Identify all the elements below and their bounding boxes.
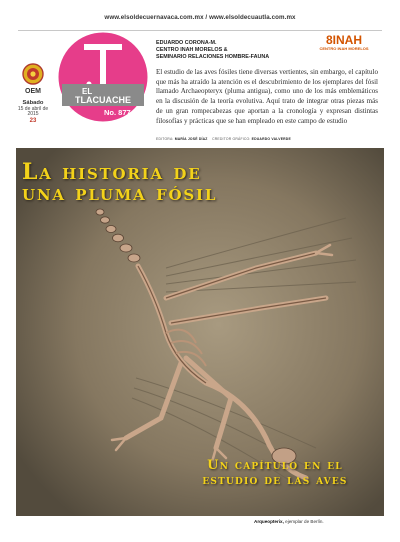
oem-seal-icon [22,63,44,85]
date-day: Sábado [22,100,44,106]
hero-subheadline [172,458,378,488]
author-credits [156,40,269,61]
header-urls: www.elsoldecuernavaca.com.mx / www.elsoldecuautla.com.mx [104,14,296,21]
credit-line-1: EDUARDO CORONA-M. [156,40,217,46]
hero-headline-line-1: La historia de [22,159,202,185]
hero-headline [22,159,382,206]
masthead-name: TLACUACHE [75,95,131,105]
designer-name: EDUARDO VALVERDE [251,137,291,141]
hero-subhead-line-1: Un capítulo en el [207,458,343,473]
page-number: 23 [29,118,37,125]
fossil-hero-image [16,148,384,516]
inah-logo-main: 8INAH [325,33,362,47]
editor-name: MARÍA JOSÉ DÍAZ [174,137,208,141]
oem-label: OEM [25,88,41,95]
date-block [16,100,50,125]
date-date: 15 de abril de 2015 [17,105,49,118]
credit-line-3: SEMINARIO RELACIONES HOMBRE-FAUNA [156,54,270,61]
inah-logo-sub: CENTRO INAH MORELOS [319,46,369,51]
credit-line-2: CENTRO INAH MORELOS & [156,47,228,54]
inah-logo [312,34,376,51]
editor-label: EDITORA: [156,137,174,141]
caption-bold: Arqueopterix, [254,519,284,524]
hero-headline-line-2: una pluma fósil [22,180,218,206]
masthead-el: EL [82,87,93,96]
issue-number: No. 877 [104,108,131,117]
intro-paragraph: El estudio de las aves fósiles tiene diversas vertientes, sin embargo, el capítulo que más ha atraído la atención es el descubrimiento de los ejemplares del fósil llamado Archaeopteryx (pluma antigua), como uno de los más emblemáticos en la discusión de la teoría evolutiva. Aquí trato de integrar otras piezas más de un gran rompecabezas que aportan a la cronología y expresan distintas filosofías y prácticas que se han empleado en este campo de estudio [156,68,378,125]
caption-rest: ejemplar de Berlín. [283,519,324,524]
designer-label: CREDITOR GRÁFICO: [212,137,251,141]
masthead-title [60,88,146,105]
editor-credits [156,137,291,141]
image-caption [254,519,324,524]
hero-subhead-line-2: estudio de las aves [202,473,348,488]
tlacuache-logo-icon [56,30,150,124]
